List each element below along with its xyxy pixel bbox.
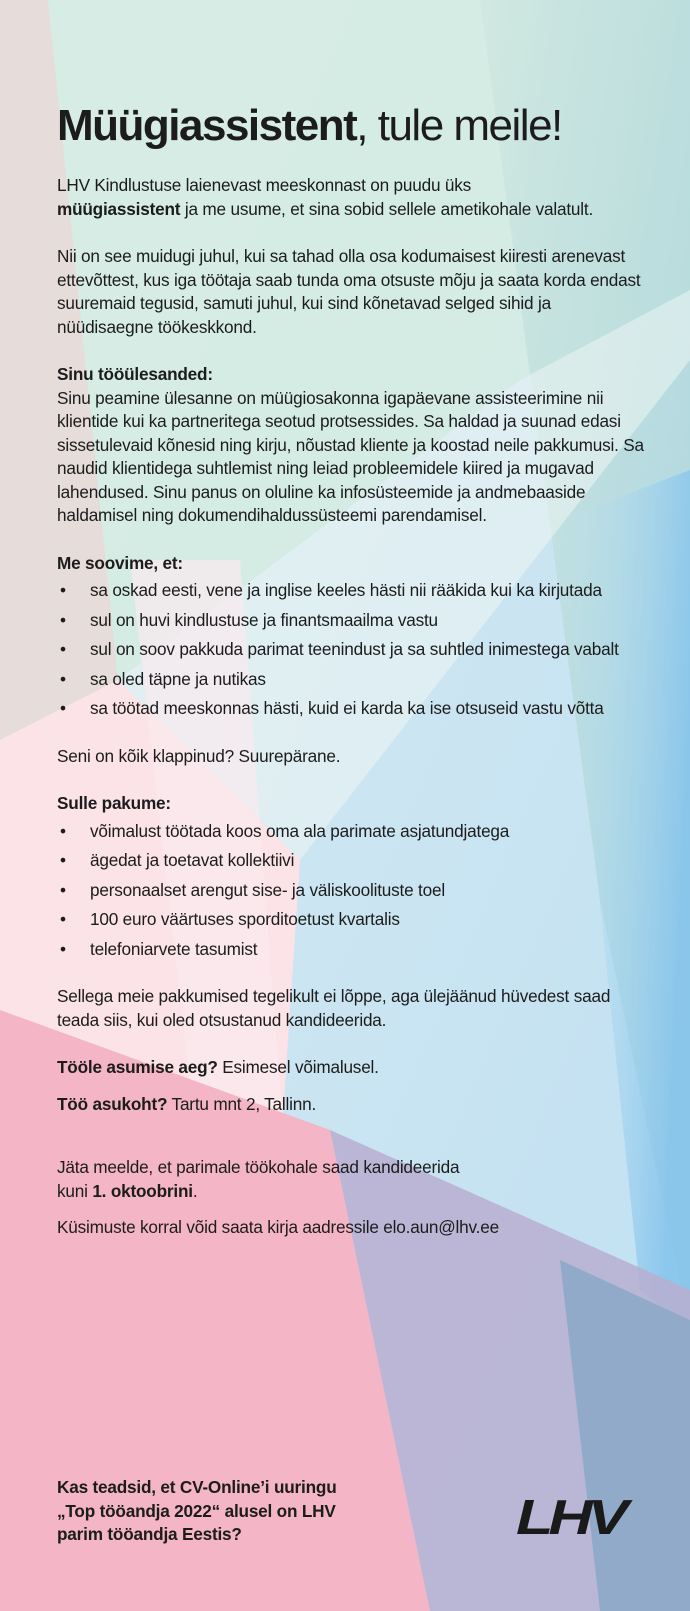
lhv-logo [516, 1491, 634, 1545]
start-time [57, 1056, 647, 1080]
requirement-text: sa oskad eesti, vene ja inglise keeles hästi nii rääkida kui ka kirjutada [90, 580, 602, 600]
deadline-prefix: kuni [57, 1180, 93, 1201]
intro-line1: LHV Kindlustuse laienevast meeskonnast on puudu üks [57, 175, 472, 195]
requirements-list [57, 579, 647, 721]
footer-line1: Kas teadsid, et CV-Online’i uuringu [57, 1477, 337, 1497]
offer-text: ägedat ja toetavat kollektiivi [90, 850, 295, 870]
location-label: Töö asukoht? [57, 1093, 168, 1114]
title-rest: , tule meile! [356, 101, 562, 150]
deadline-line1: Jäta meelde, et parimale töökohale saad kandideerida [57, 1157, 460, 1177]
start-label: Tööle asumise aeg? [57, 1057, 218, 1077]
deadline-suffix: . [192, 1180, 198, 1201]
requirements-heading: Me soovime, et: [57, 552, 183, 573]
check-line: Seni on kõik klappinud? Suurepärane. [57, 745, 341, 766]
logo-text: LHV [516, 1491, 624, 1545]
offers-heading: Sulle pakume: [57, 793, 171, 813]
tasks-text: Sinu peamine ülesanne on müügiosakonna igapäevane assisteerimine nii klientide kui ka partneritega seotud protsessides. Sa haldad ja suunad edasi sissetulevaid kõnesid ning kirju, nõustad kliente ja koostad neile pakkumusi. Sa naudid klientidega suhtlemist ning leiad probleemidele kiired ja mugavad lahendused. Sinu panus on oluline ka infosüsteemide ja andmebaaside haldamisel ning dokumendihaldussüsteemi parendamisel. [57, 387, 644, 525]
bullet-icon: • [60, 609, 66, 630]
list-item [57, 879, 647, 903]
intro-rest: ja me usume, et sina sobid sellele ametikohale valatult. [180, 198, 594, 219]
bullet-icon: • [60, 580, 66, 600]
paragraph-two: Nii on see muidugi juhul, kui sa tahad olla osa kodumaisest kiiresti arenevast ettevõttest, kus iga töötaja saab tunda oma otsuste mõju ja saata korda endast suuremaid tegusid, samuti juhul, kui sind kõnetavad selged sihid ja nüüdisaegne töökeskkond. [57, 246, 641, 337]
requirement-text: sul on huvi kindlustuse ja finantsmaailma vastu [90, 609, 438, 630]
location-value: Tartu mnt 2, Tallinn. [167, 1093, 317, 1114]
list-item [57, 638, 647, 662]
job-location [57, 1093, 647, 1117]
footer-line2: „Top tööandja 2022“ alusel on LHV [57, 1500, 336, 1521]
offer-text: telefoniarvete tasumist [90, 938, 258, 959]
offer-text: 100 euro väärtuses sporditoetust kvartalis [90, 909, 400, 929]
list-item [57, 668, 647, 692]
start-value: Esimesel võimalusel. [217, 1057, 379, 1077]
bullet-icon: • [60, 879, 66, 900]
bullet-icon: • [60, 668, 66, 689]
bullet-icon: • [60, 698, 66, 718]
list-item [57, 849, 647, 873]
intro-paragraph [57, 174, 647, 221]
page-title [57, 98, 647, 154]
requirement-text: sa oled täpne ja nutikas [90, 668, 266, 689]
more-benefits: Sellega meie pakkumised tegelikult ei lõppe, aga ülejäänud hüvedest saad teada siis, kui oled otsustanud kandideerida. [57, 986, 611, 1030]
list-item [57, 579, 647, 603]
list-item [57, 609, 647, 633]
bullet-icon: • [60, 639, 66, 659]
tasks-heading: Sinu tööülesanded: [57, 364, 213, 384]
offers-list [57, 820, 647, 962]
bullet-icon: • [60, 938, 66, 959]
footer-line3: parim tööandja Eestis? [57, 1524, 242, 1544]
requirement-text: sul on soov pakkuda parimat teenindust ja sa suhtled inimestega vabalt [90, 639, 619, 659]
requirement-text: sa töötad meeskonnas hästi, kuid ei karda ka ise otsuseid vastu võtta [90, 698, 604, 718]
footer-note [57, 1476, 397, 1547]
deadline-date: 1. oktoobrini [92, 1180, 193, 1201]
title-bold: Müügiassistent [57, 101, 357, 150]
intro-bold: müügiassistent [57, 198, 181, 219]
list-item [57, 697, 647, 721]
offer-text: võimalust töötada koos oma ala parimate asjatundjatega [90, 820, 510, 841]
bullet-icon: • [60, 850, 66, 870]
contact-line: Küsimuste korral võid saata kirja aadressile elo.aun@lhv.ee [57, 1217, 499, 1237]
job-ad-content [57, 98, 647, 1240]
list-item [57, 908, 647, 932]
deadline [57, 1156, 647, 1203]
offer-text: personaalset arengut sise- ja väliskoolituste toel [90, 879, 445, 900]
list-item [57, 820, 647, 844]
bullet-icon: • [60, 820, 66, 841]
list-item [57, 938, 647, 962]
bullet-icon: • [60, 909, 66, 929]
